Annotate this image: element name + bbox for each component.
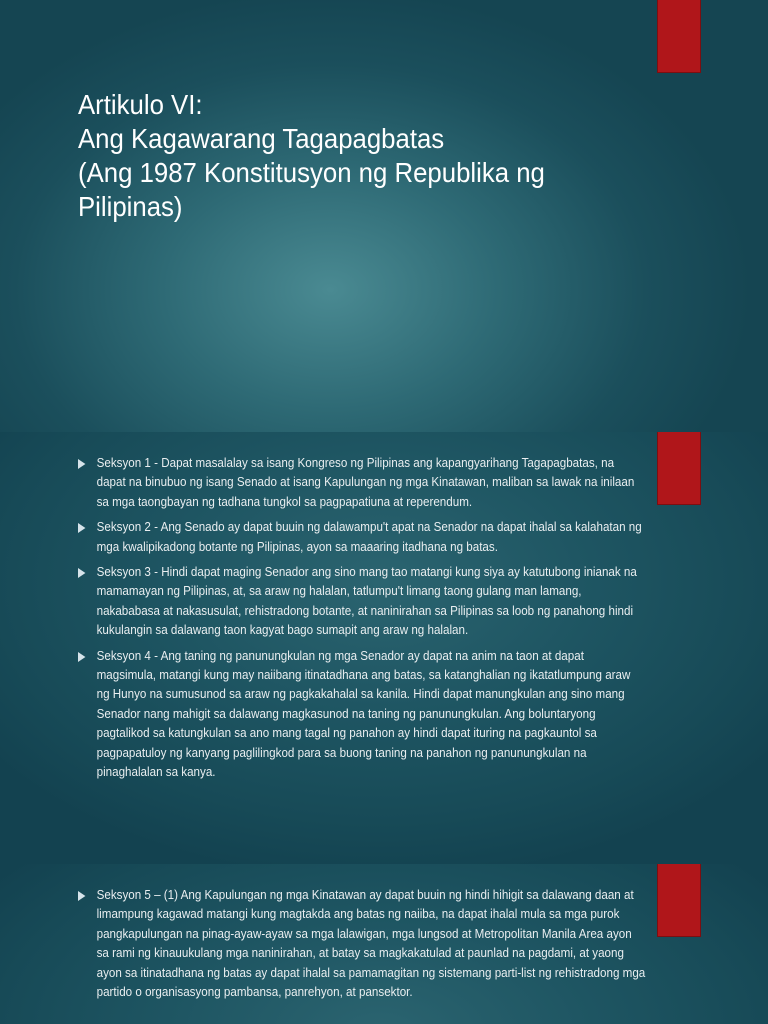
bullet-item [78,454,645,512]
bullet-text: Seksyon 5 – (1) Ang Kapulungan ng mga Kinatawan ay dapat buuin ng hindi hihigit sa dalawang daan at limampung kagawad matangi kung magtakda ang batas ng naiiba, na dapat ihalal mula sa mga purok pangkapulungan na pinag-ayaw-ayaw sa mga lalawigan, mga lungsod at Metropolitan Manila Area ayon sa rami ng kinauukulang mga naninirahan, at batay sa magkakatulad at paunlad na pagdami, at yaong ayon sa itinatadhana ng batas ay dapat ihalal sa pamamagitan ng sistemang parti-list ng rehistradong mga partido o organisasyong pambansa, panrehyon, at pansektor. [96,888,646,1000]
triangle-bullet-icon [78,568,85,578]
title-line: (Ang 1987 Konstitusyon ng Republika ng [78,157,545,188]
title-line: Artikulo VI: [78,89,203,120]
bullet-text: Seksyon 3 - Hindi dapat maging Senador ang sino mang tao matangi kung siya ay katutubong inianak na mamamayan ng Pilipinas, at, sa araw ng halalan, tatlumpu't limang taong gulang man lamang, nakababasa at nakasusulat, rehistradong botante, at naninirahan sa Pilipinas sa loob ng panahong hindi kukulangin sa dalawang taon kagyat bago sumapit ang araw ng halalan. [96,565,637,638]
red-accent-bar [658,864,700,936]
bullet-list [78,454,642,789]
triangle-bullet-icon [78,652,85,662]
slide-section-5 [0,864,768,1024]
bullet-text: Seksyon 2 - Ang Senado ay dapat buuin ng dalawampu't apat na Senador na dapat ihalal sa kalahatan ng mga kwalipikadong botante ng Pilipinas, ayon sa maaaring itadhana ng batas. [96,520,642,554]
red-accent-bar [658,0,700,72]
red-accent-bar [658,432,700,504]
bullet-text: Seksyon 1 - Dapat masalalay sa isang Kongreso ng Pilipinas ang kapangyarihang Tagapagbatas, na dapat na binubuo ng isang Senado at isang Kapulungan ng mga Kinatawan, maliban sa lawak na inilaan sa mga taongbayan ng tadhana tungkol sa pagpapatiuna at reperendum. [96,456,635,509]
triangle-bullet-icon [78,891,85,901]
bullet-item [78,647,645,783]
slide-title-heading [78,88,593,224]
slide-title [0,0,768,432]
bullet-item [78,518,645,557]
triangle-bullet-icon [78,459,85,469]
triangle-bullet-icon [78,523,85,533]
title-line: Ang Kagawarang Tagapagbatas [78,123,445,154]
bullet-text: Seksyon 4 - Ang taning ng panunungkulan ng mga Senador ay dapat na anim na taon at dapat magsimula, matangi kung may naiibang itinatadhana ang batas, sa katanghalian ng ikatatlumpung araw ng Hunyo na sumusunod sa araw ng pagkakahalal sa kanila. Hindi dapat manungkulan ang sino mang Senador nang mahigit sa dalawang magkasunod na taning ng panunungkulan. Ang boluntaryong pagtalikod sa katungkulan sa ano mang tagal ng panahon ay hindi dapat ituring na pagkauntol sa pagpapatuloy ng kanyang paglilingkod para sa buong taning na panahon ng panunungkulan na pinaghalalan sa kanya. [96,648,631,780]
title-line: Pilipinas) [78,191,183,222]
bullet-list [78,886,646,1008]
bullet-item [78,563,645,641]
bullet-item [78,886,645,1002]
slide-sections-1-4 [0,432,768,864]
